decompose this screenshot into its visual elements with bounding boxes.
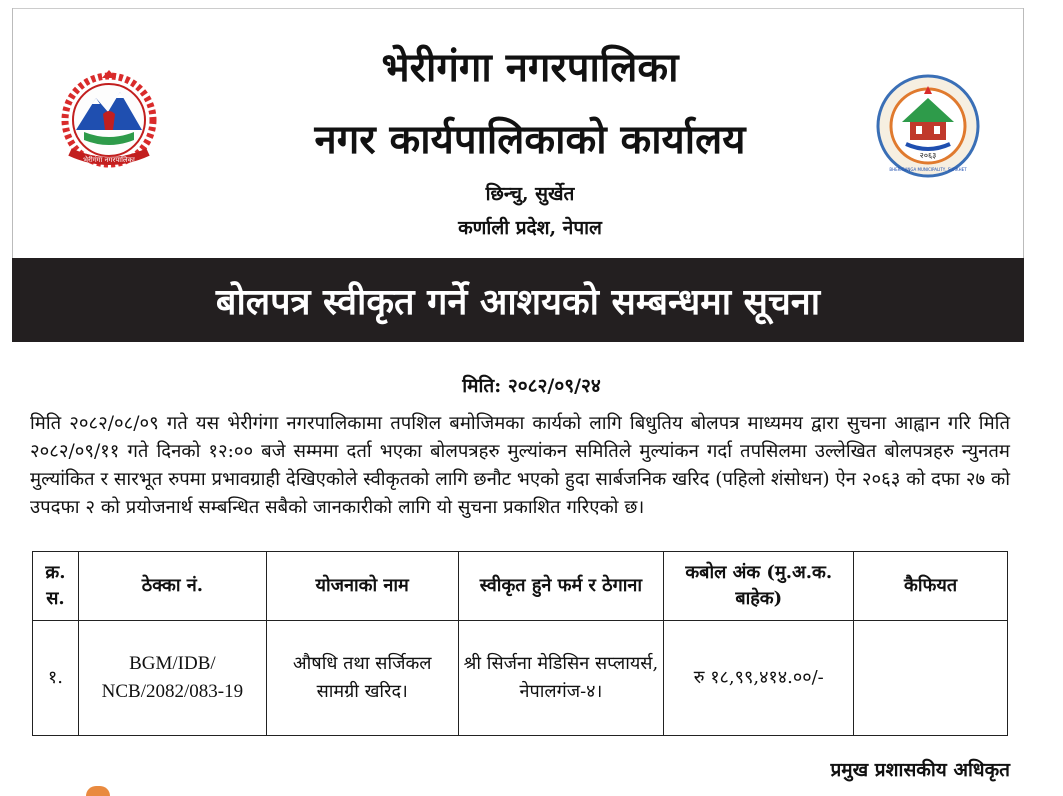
cell-contract-no: BGM/IDB/ NCB/2082/083-19 — [78, 621, 266, 736]
emblem-ribbon-text: भेरीगंगा नगरपालिका — [83, 156, 135, 164]
building-icon — [910, 122, 946, 140]
cell-serial: १. — [33, 621, 79, 736]
notice-body: मिति २०८२/०८/०९ गते यस भेरीगंगा नगरपालिकामा तपशिल बमोजिमका कार्यको लागि बिधुतिय बोलपत्र माध्यमय द्वारा सुचना आह्वान गरि मिति २०८२/०९/११ गते दिनको १२:०० बजे सम्ममा दर्ता भएका बोलपत्रहरु मुल्यांकन समितिले मुल्यांकन गर्दा तपसिलमा उल्लेखित बोलपत्रहरु न्युनतम मुल्यांकित र सारभूत रुपमा प्रभावग्राही देखिएकोले स्वीकृतको लागि छनौट भएको हुदा सार्बजनिक खरिद (पहिलो शंसोधन) ऐन २०६३ को दफा २७ को उपदफा २ को प्रयोजनार्थ सम्बन्धित सबैको जानकारीको लागि यो सुचना प्रकाशित गरिएको छ। — [30, 413, 1010, 518]
table-header-row — [33, 552, 1008, 621]
office-name: नगर कार्यपालिकाको कार्यालय — [314, 116, 746, 163]
table-row — [33, 621, 1008, 736]
notice-title-banner — [12, 258, 1024, 342]
address-line-2: कर्णाली प्रदेश, नेपाल — [458, 217, 602, 239]
frame-line — [12, 8, 1024, 9]
notice-title: बोलपत्र स्वीकृत गर्ने आशयको सम्बन्धमा सूचना — [215, 280, 821, 323]
seal-year: २०६३ — [919, 151, 937, 160]
nepal-emblem-logo — [56, 70, 162, 170]
municipality-seal-logo — [876, 74, 980, 178]
header-project-name: योजनाको नाम — [266, 552, 458, 621]
header-firm: स्वीकृत हुने फर्म र ठेगाना — [458, 552, 664, 621]
address-line-1: छिन्चु, सुर्खेत — [485, 183, 575, 205]
signatory-title: प्रमुख प्रशासकीय अधिकृत — [830, 759, 1010, 781]
tender-table — [32, 551, 1008, 736]
header-contract-no: ठेक्का नं. — [78, 552, 266, 621]
frame-line — [1023, 8, 1024, 268]
seal-ring-text: BHERIGANGA MUNICIPALITY, SURKHET — [889, 167, 967, 172]
header-remarks: कैफियत — [854, 552, 1008, 621]
cell-remarks — [854, 621, 1008, 736]
cell-project-name: औषधि तथा सर्जिकल सामग्री खरिद। — [266, 621, 458, 736]
municipality-name: भेरीगंगा नगरपालिका — [381, 44, 679, 91]
header-serial: क्र. स. — [33, 552, 79, 621]
frame-line — [12, 8, 13, 268]
notice-date: मिति: २०८२/०९/२४ — [462, 375, 601, 397]
header-bid-amount: कबोल अंक (मु.अ.क. बाहेक) — [664, 552, 854, 621]
stamp-edge — [86, 786, 110, 796]
cell-bid-amount: रु १८,९९,४१४.००/- — [664, 621, 854, 736]
cell-firm: श्री सिर्जना मेडिसिन सप्लायर्स, नेपालगंज-४। — [458, 621, 664, 736]
map-icon — [103, 111, 115, 130]
